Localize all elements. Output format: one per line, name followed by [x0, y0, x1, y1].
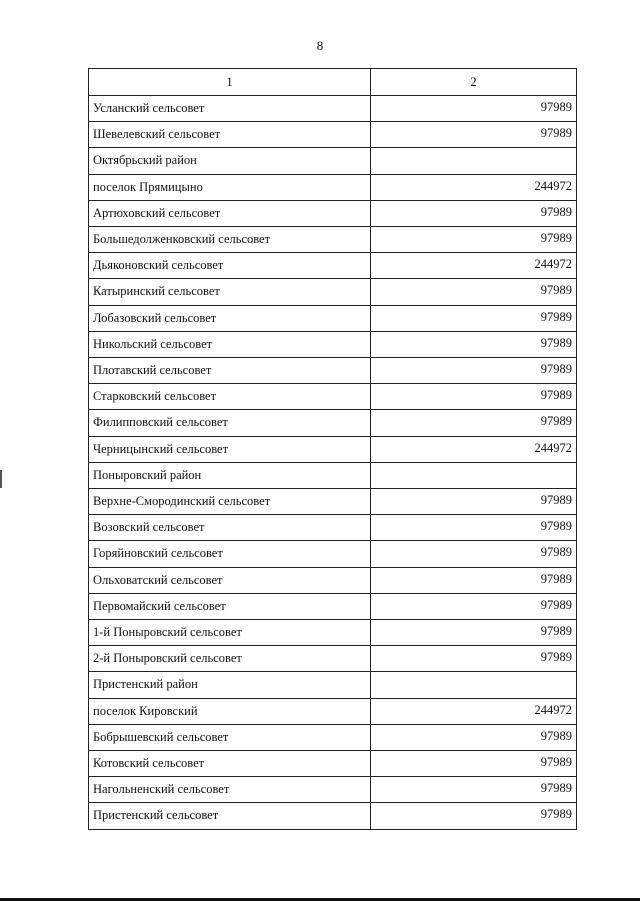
table-row [89, 122, 577, 148]
page-bottom-border [0, 898, 640, 901]
column-header-1: 1 [89, 69, 371, 96]
row-name-cell: Плотавский сельсовет [89, 358, 371, 384]
table-row [89, 253, 577, 279]
table-row [89, 384, 577, 410]
row-name-cell: Котовский сельсовет [89, 751, 371, 777]
row-name-cell: поселок Кировский [89, 698, 371, 724]
row-name-cell: Черницынский сельсовет [89, 436, 371, 462]
table-row [89, 489, 577, 515]
table-row [89, 541, 577, 567]
row-value-cell: 97989 [371, 777, 577, 803]
row-name-cell: Пристенский сельсовет [89, 803, 371, 829]
row-value-cell: 97989 [371, 358, 577, 384]
row-name-cell: Старковский сельсовет [89, 384, 371, 410]
page-number: 8 [316, 38, 324, 53]
row-value-cell: 97989 [371, 751, 577, 777]
table-row [89, 174, 577, 200]
allocation-table [88, 68, 577, 830]
row-value-cell: 97989 [371, 122, 577, 148]
row-name-cell: Октябрьский район [89, 148, 371, 174]
table-header [89, 69, 577, 96]
row-value-cell: 97989 [371, 96, 577, 122]
table-row [89, 672, 577, 698]
row-value-cell: 97989 [371, 541, 577, 567]
table-row [89, 462, 577, 488]
row-name-cell: Горяйновский сельсовет [89, 541, 371, 567]
row-value-cell: 97989 [371, 279, 577, 305]
row-value-cell: 97989 [371, 593, 577, 619]
scan-mark [0, 470, 2, 488]
row-value-cell: 97989 [371, 331, 577, 357]
table-row [89, 751, 577, 777]
row-name-cell: Пристенский район [89, 672, 371, 698]
table-row [89, 96, 577, 122]
table-row [89, 331, 577, 357]
header-row [89, 69, 577, 96]
row-name-cell: 2-й Поныровский сельсовет [89, 646, 371, 672]
row-value-cell: 97989 [371, 305, 577, 331]
row-value-cell: 244972 [371, 698, 577, 724]
row-name-cell: Нагольненский сельсовет [89, 777, 371, 803]
row-value-cell: 244972 [371, 253, 577, 279]
row-name-cell: Катыринский сельсовет [89, 279, 371, 305]
row-name-cell: Возовский сельсовет [89, 515, 371, 541]
table-row [89, 777, 577, 803]
row-value-cell: 244972 [371, 436, 577, 462]
row-name-cell: Дьяконовский сельсовет [89, 253, 371, 279]
row-name-cell: Поныровский район [89, 462, 371, 488]
row-value-cell [371, 672, 577, 698]
row-name-cell: Большедолженковский сельсовет [89, 227, 371, 253]
row-value-cell: 97989 [371, 646, 577, 672]
table-row [89, 279, 577, 305]
table-row [89, 724, 577, 750]
row-value-cell: 97989 [371, 620, 577, 646]
row-name-cell: Лобазовский сельсовет [89, 305, 371, 331]
row-name-cell: Никольский сельсовет [89, 331, 371, 357]
row-value-cell [371, 148, 577, 174]
row-name-cell: Шевелевский сельсовет [89, 122, 371, 148]
row-name-cell: Усланский сельсовет [89, 96, 371, 122]
table-row [89, 515, 577, 541]
table-row [89, 305, 577, 331]
row-value-cell [371, 462, 577, 488]
table-row [89, 436, 577, 462]
table-row [89, 593, 577, 619]
row-value-cell: 244972 [371, 174, 577, 200]
table-row [89, 358, 577, 384]
row-value-cell: 97989 [371, 803, 577, 829]
row-value-cell: 97989 [371, 227, 577, 253]
table-row [89, 698, 577, 724]
table-row [89, 148, 577, 174]
row-value-cell: 97989 [371, 384, 577, 410]
row-value-cell: 97989 [371, 410, 577, 436]
row-value-cell: 97989 [371, 567, 577, 593]
row-value-cell: 97989 [371, 200, 577, 226]
row-name-cell: Артюховский сельсовет [89, 200, 371, 226]
table-row [89, 227, 577, 253]
row-name-cell: Ольховатский сельсовет [89, 567, 371, 593]
table-row [89, 410, 577, 436]
row-name-cell: Филипповский сельсовет [89, 410, 371, 436]
row-name-cell: Верхне-Смородинский сельсовет [89, 489, 371, 515]
row-name-cell: Первомайский сельсовет [89, 593, 371, 619]
row-name-cell: Бобрышевский сельсовет [89, 724, 371, 750]
column-header-2: 2 [371, 69, 577, 96]
row-value-cell: 97989 [371, 489, 577, 515]
table-row [89, 803, 577, 829]
table-row [89, 200, 577, 226]
row-name-cell: поселок Прямицыно [89, 174, 371, 200]
row-value-cell: 97989 [371, 724, 577, 750]
table-body [89, 96, 577, 830]
row-value-cell: 97989 [371, 515, 577, 541]
table-row [89, 567, 577, 593]
table-row [89, 646, 577, 672]
table-row [89, 620, 577, 646]
row-name-cell: 1-й Поныровский сельсовет [89, 620, 371, 646]
